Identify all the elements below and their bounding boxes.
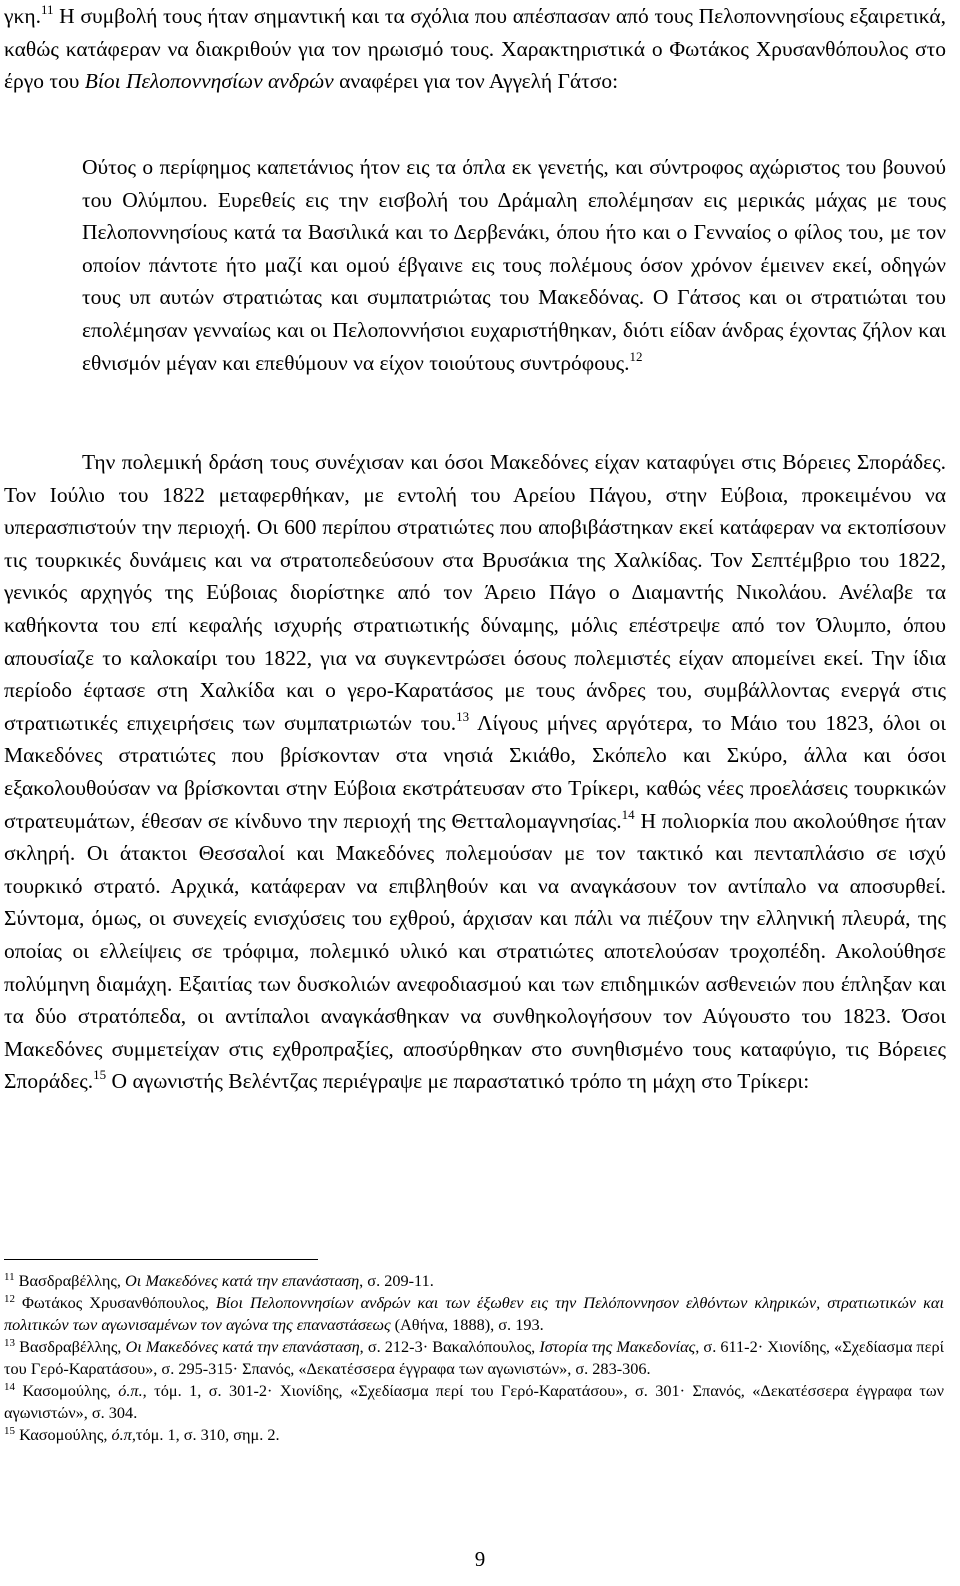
footnote-text: Κασομούλης, <box>15 1425 112 1444</box>
footnote-number: 13 <box>4 1337 15 1349</box>
footnote-divider <box>4 1259 318 1260</box>
footnote-text: (Αθήνα, 1888), σ. 193. <box>390 1315 544 1334</box>
footnote-13 <box>4 1336 944 1380</box>
footnote-number: 15 <box>4 1425 15 1437</box>
footnote-text: Φωτάκος Χρυσανθόπουλος, <box>15 1293 216 1312</box>
text-span: Την πολεμική δράση τους συνέχισαν και όσοι Μακεδόνες είχαν καταφύγει στις Βόρειες Σποράδες. Τον Ιούλιο του 1822 μεταφερθήκαν, με εντολή του Αρείου Πάγου, στην Εύβοια, προκειμένου να υπερασπιστούν την περιοχή. Οι 600 περίπου στρατιώτες που αποβιβάστηκαν εκεί κατάφεραν να εκτοπίσουν τις τουρκικές δυνάμεις και να στρατοπεδεύσουν στα Βρυσάκια της Χαλκίδας. Τον Σεπτέμβριο του 1822, γενικός αρχηγός της Εύβοιας διορίστηκε από τον Άρειο Πάγο ο Διαμαντής Νικολάου. Ανέλαβε τα καθήκοντα του επί κεφαλής ισχυρής στρατιωτικής δύναμης, μόλις επέστρεψε από τον Όλυμπο, όπου απουσίαζε το καλοκαίρι του 1822, για να συγκεντρώσει όσους πολεμιστές είχαν απομείνει εκεί. Την ίδια περίοδο έφτασε στη Χαλκίδα και ο γερο-Καρατάσος με τους άνδρες του, συμβάλλοντας ενεργά στις στρατιωτικές επιχειρήσεις των συμπατριωτών του. <box>4 450 946 735</box>
footnote-title: Βίοι Πελοποννησίων ανδρών και των έξωθεν εις την Πελόποννησον ελθόντων κληρικών, στρατιωτικών και πολιτικών των αγωνισαμένων τον αγώνα της επαναστάσεως <box>4 1293 944 1334</box>
footnote-number: 14 <box>4 1381 15 1393</box>
footnote-ref-15: 15 <box>93 1067 107 1083</box>
body-paragraph-1 <box>4 0 946 98</box>
text-span: γκη. <box>4 4 41 28</box>
footnote-text: Βασδραβέλλης, <box>15 1337 126 1356</box>
footnote-text: ,τόμ. 1, σ. 310, σημ. 2. <box>131 1425 280 1444</box>
footnote-number: 11 <box>4 1271 15 1283</box>
footnote-12 <box>4 1292 944 1336</box>
footnote-text: Κασομούλης, <box>15 1381 119 1400</box>
footnote-title: Ιστορία της Μακεδονίας <box>539 1337 696 1356</box>
footnote-ref-13: 13 <box>456 708 470 724</box>
text-span: Λίγους μήνες αργότερα, το Μάιο του 1823, όλοι οι Μακεδόνες στρατιώτες που βρίσκονταν στα νησιά Σκιάθο, Σκόπελο και Σκύρο, άλλα και όσοι εξακολουθούσαν να βρίσκονται στην Εύβοια εκστράτευσαν στο Τρίκερι, καθώς νέες προελάσεις τουρκικών στρατευμάτων, έθεσαν σε κίνδυνο την περιοχή της Θετταλομαγνησίας. <box>4 710 947 833</box>
footnote-text: , σ. 212-3· Βακαλόπουλος, <box>359 1337 540 1356</box>
footnote-text: , σ. 611-2· Χιονίδης, «Σχεδίασμα περί του Γερό-Καρατάσου», σ. 295-315· Σπανός, «Δεκατέσσερα έγγραφα των αγωνιστών», σ. 283-306. <box>4 1337 944 1378</box>
page-number: 9 <box>474 1547 486 1571</box>
footnote-title: Οι Μακεδόνες κατά την επανάσταση <box>125 1271 360 1290</box>
footnote-text: Βασδραβέλλης, <box>14 1271 126 1290</box>
book-title: Βίοι Πελοποννησίων ανδρών <box>84 69 334 94</box>
footnotes <box>4 1270 944 1446</box>
footnote-title: ό.π <box>111 1425 132 1444</box>
footnote-text: , σ. 209-11. <box>359 1271 434 1290</box>
text-span: Η συμβολή τους ήταν σημαντική και τα σχόλια που απέσπασαν από τους Πελοποννησίους εξαιρετικά, καθώς κατάφεραν να διακριθούν για τον ηρωισμό τους. Χαρακτηριστικά ο Φωτάκος Χρυσανθόπουλος στο έργο του <box>4 4 946 94</box>
block-quote <box>82 151 946 379</box>
footnote-title: Οι Μακεδόνες κατά την επανάσταση <box>125 1337 360 1356</box>
footnote-15 <box>4 1424 944 1446</box>
footnote-ref-11: 11 <box>40 2 54 17</box>
text-span: Η πολιορκία που ακολούθησε ήταν σκληρή. Οι άτακτοι Θεσσαλοί και Μακεδόνες πολεμούσαν με τον τακτικό και πενταπλάσιο σε ισχύ τουρκικό στρατό. Αρχικά, κατάφεραν να επιβληθούν και να αναγκάσουν τον αντίπαλο να αποσυρθεί. Σύντομα, όμως, οι συνεχείς ενισχύσεις του εχθρού, άρχισαν και πάλι να πιέζουν την ελληνική πλευρά, της οποίας οι ελλείψεις σε τρόφιμα, πολεμικό υλικό και στρατιώτες αποτελούσαν τροχοπέδη. Ακολούθησε πολύμηνη διαμάχη. Εξαιτίας των δυσκολιών ανεφοδιασμού και των επιδημικών ασθενειών που έπληξαν και τα δύο στρατόπεδα, οι αντίπαλοι αναγκάσθηκαν να συνθηκολογήσουν τον Αύγουστο του 1823. Όσοι Μακεδόνες συμμετείχαν στις εχθροπραξίες, αποσύρθηκαν στο συνηθισμένο τους καταφύγιο, τις Βόρειες Σποράδες. <box>4 808 946 1094</box>
text-span: Ο αγωνιστής Βελέντζας περιέγραψε με παραστατικό τρόπο τη μάχη στο Τρίκερι: <box>106 1069 810 1094</box>
body-paragraph-2 <box>4 446 946 1098</box>
quote-text: Ούτος ο περίφημος καπετάνιος ήτον εις τα όπλα εκ γενετής, και σύντροφος αχώριστος του βουνού του Ολύμπου. Ευρεθείς εις την εισβολή του Δράμαλη επολέμησαν εις μερικάς μάχας με τους Πελοποννησίους κατά τα Βασιλικά και το Δερβενάκι, όπου ήτο και ο Γενναίος ο φίλος του, με τον οποίον πάντοτε ήτο μαζί και ομού έβγαινε εις τους πολέμους όσον χρόνον έμεινεν εκεί, οδηγών τους υπ αυτών στρατιώτας και συμπατριώτας του Μακεδόνας. Ο Γάτσος και οι στρατιώται του επολέμησαν γενναίως και οι Πελοποννήσιοι ευχαριστήθηκαν, διότι είδαν άνδρας έχοντας ζήλον και εθνισμόν μέγαν και επεθύμουν να είχον τοιούτους συντρόφους. <box>82 155 946 375</box>
footnote-14 <box>4 1380 944 1424</box>
footnote-11 <box>4 1270 944 1292</box>
footnote-ref-14: 14 <box>621 806 635 822</box>
footnote-title: ό.π. <box>118 1381 143 1400</box>
footnote-ref-12: 12 <box>629 348 643 364</box>
footnote-number: 12 <box>4 1293 15 1305</box>
footnote-text: , τόμ. 1, σ. 301-2· Χιονίδης, «Σχεδίασμα περί του Γερό-Καρατάσου», σ. 301· Σπανός, «Δεκατέσσερα έγγραφα των αγωνιστών», σ. 304. <box>4 1381 944 1422</box>
text-span: αναφέρει για τον Αγγελή Γάτσο: <box>333 69 619 94</box>
